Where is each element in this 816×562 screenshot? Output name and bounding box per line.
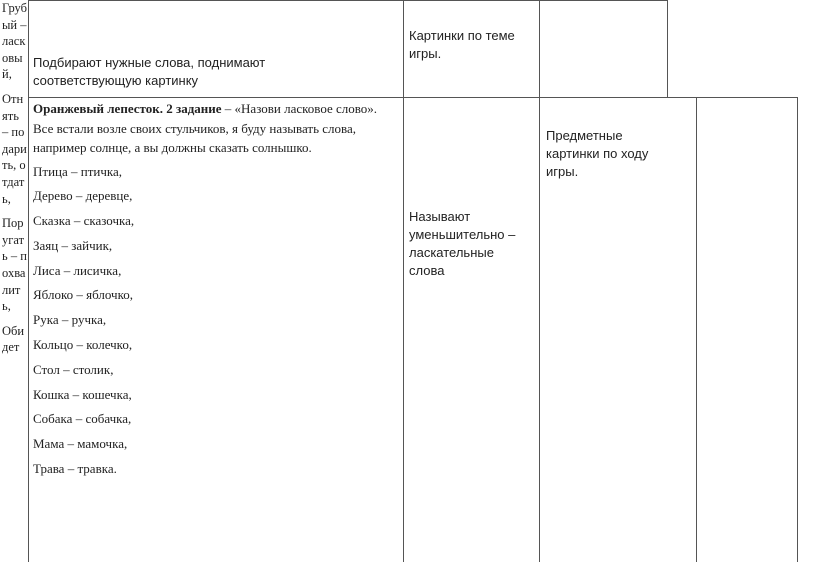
task-title: Оранжевый лепесток. 2 задание xyxy=(33,101,222,116)
task-separator: – xyxy=(221,101,235,116)
word-pair: Заяц – зайчик, xyxy=(33,237,113,253)
word-pair: Рука – ручка, xyxy=(33,312,107,328)
word-pair: Трава – травка. xyxy=(33,461,117,477)
row2-materials-text: Предметные картинки по ходу игры. xyxy=(546,128,649,179)
word-pair: Мама – мамочка, xyxy=(33,436,128,452)
column-divider-1 xyxy=(403,0,404,562)
row1-action-text: Подбирают нужные слова, поднимают соответствующую картинку xyxy=(33,55,266,88)
table-top-border xyxy=(28,0,668,1)
left-column-text xyxy=(2,0,28,364)
children-action-text: Называют уменьшительно – ласкательные слова xyxy=(409,209,516,278)
word-pair-list xyxy=(33,162,398,484)
left-column-paragraph: Грубый – ласковый, xyxy=(2,1,27,82)
word-pair: Кошка – кошечка, xyxy=(33,386,132,402)
left-column-paragraph: Поругать – похвалить, xyxy=(2,216,27,314)
word-pair: Птица – птичка, xyxy=(33,163,123,179)
row-divider xyxy=(28,97,798,98)
word-pair: Дерево – деревце, xyxy=(33,188,133,204)
column-divider-3-upper xyxy=(667,0,668,98)
word-pair: Лиса – лисичка, xyxy=(33,262,122,278)
left-column-paragraph: Обидет xyxy=(2,323,25,355)
column-divider-3-lower xyxy=(696,97,697,562)
word-pair: Собака – собачка, xyxy=(33,411,132,427)
left-column-paragraph: Отнять – подарить, отдать, xyxy=(2,91,27,206)
row1-materials-text: Картинки по теме игры. xyxy=(409,28,515,61)
word-pair: Яблоко – яблочко, xyxy=(33,287,133,303)
word-pair: Кольцо – колечко, xyxy=(33,337,133,353)
word-pair: Стол – столик, xyxy=(33,361,114,377)
task-cell xyxy=(33,99,398,484)
task-intro xyxy=(33,99,398,158)
left-column-border xyxy=(28,0,29,562)
table-right-border xyxy=(797,97,798,562)
word-pair: Сказка – сказочка, xyxy=(33,213,135,229)
task-description: «Назови ласковое слово». Все встали возле своих стульчиков, я буду называть слова, например солнце, а вы должны сказать солнышко. xyxy=(33,101,378,155)
column-divider-2 xyxy=(539,0,540,562)
